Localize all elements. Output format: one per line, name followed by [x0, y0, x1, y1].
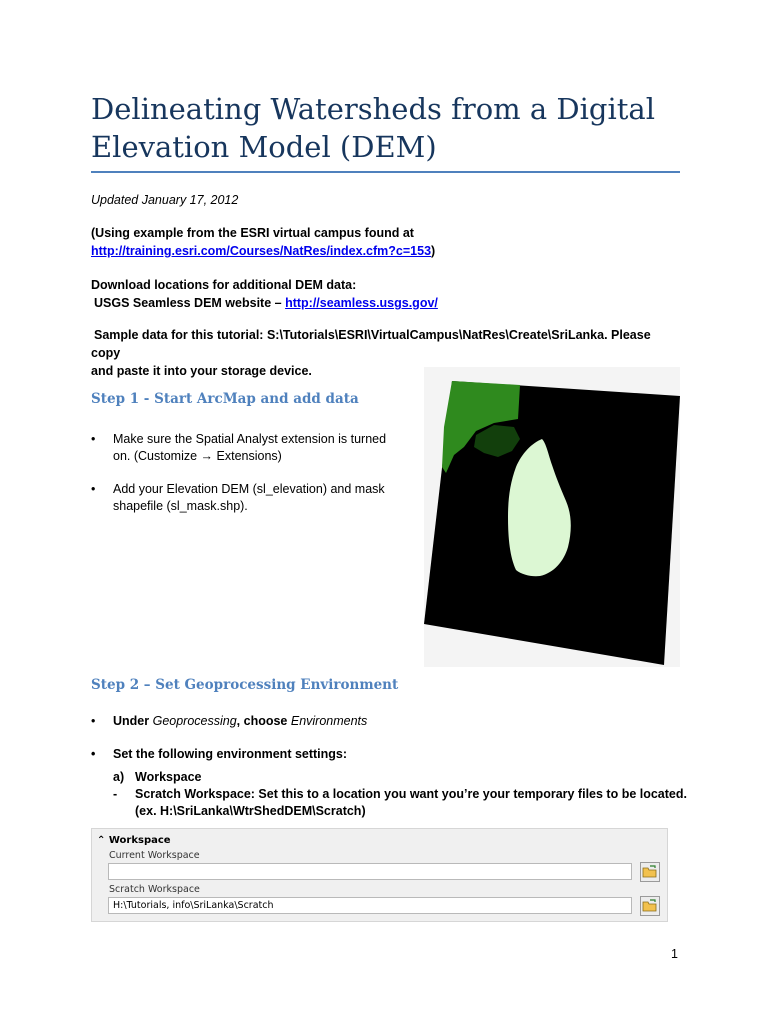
list-item: • Make sure the Spatial Analyst extension is turned on. (Customize → Extensions): [91, 431, 401, 465]
browse-scratch-button[interactable]: [640, 896, 660, 916]
download-paragraph: [91, 276, 438, 312]
intro-paragraph: [91, 224, 435, 260]
list-item: • Add your Elevation DEM (sl_elevation) and mask shapefile (sl_mask.shp).: [91, 481, 401, 515]
workspace-header[interactable]: [97, 835, 171, 846]
collapse-chevron-icon[interactable]: ⌃: [97, 835, 106, 846]
title-rule: [91, 171, 680, 173]
scratch-instructions: [113, 786, 687, 818]
intro-text: (Using example from the ESRI virtual campus found at: [91, 226, 414, 240]
scratch-workspace-field[interactable]: H:\Tutorials, info\SriLanka\Scratch: [108, 897, 632, 914]
usgs-link[interactable]: http://seamless.usgs.gov/: [285, 296, 438, 310]
list-item: • Under Geoprocessing, choose Environments: [91, 713, 651, 730]
updated-date: Updated January 17, 2012: [91, 193, 239, 207]
dash-marker: -: [113, 787, 118, 801]
folder-icon: [641, 897, 659, 915]
document-title: Delineating Watersheds from a Digital Elevation Model (DEM): [91, 92, 655, 164]
scratch-workspace-label: Scratch Workspace: [109, 884, 200, 895]
sub-item-a: [113, 769, 202, 786]
browse-current-button[interactable]: [640, 862, 660, 882]
sample-label: Sample data for this tutorial:: [94, 328, 264, 342]
folder-icon: [641, 863, 659, 881]
current-workspace-label: Current Workspace: [109, 850, 200, 861]
sample-path: S:\Tutorials\ESRI\VirtualCampus\NatRes\Create\SriLanka.: [263, 328, 608, 342]
dem-map-image: [424, 367, 680, 667]
sample-copy-line2: and paste it into your storage device.: [91, 364, 312, 378]
workspace-header-label: Workspace: [108, 835, 171, 846]
intro-close-paren: ): [431, 244, 436, 258]
sample-copy-text: Please copy: [91, 328, 651, 360]
sub-item-title: Workspace: [135, 770, 202, 784]
list-item: • Set the following environment settings:: [91, 746, 651, 763]
dem-map-svg: [424, 367, 680, 667]
esri-course-link[interactable]: http://training.esri.com/Courses/NatRes/index.cfm?c=153: [91, 244, 432, 258]
step1-list: [91, 431, 401, 531]
scratch-line1: Scratch Workspace: Set this to a location you want you’re your temporary files to be located.: [135, 787, 687, 801]
page-number: 1: [671, 947, 678, 961]
download-heading: Download locations for additional DEM data:: [91, 278, 357, 292]
usgs-text: USGS Seamless DEM website –: [94, 296, 286, 310]
workspace-panel: [91, 828, 668, 922]
step2-heading: Step 2 – Set Geoprocessing Environment: [91, 677, 399, 693]
sub-item-letter: a): [113, 770, 125, 784]
step1-heading: Step 1 - Start ArcMap and add data: [91, 391, 359, 407]
scratch-line2: (ex. H:\SriLanka\WtrShedDEM\Scratch): [135, 804, 366, 818]
current-workspace-field[interactable]: [108, 863, 632, 880]
